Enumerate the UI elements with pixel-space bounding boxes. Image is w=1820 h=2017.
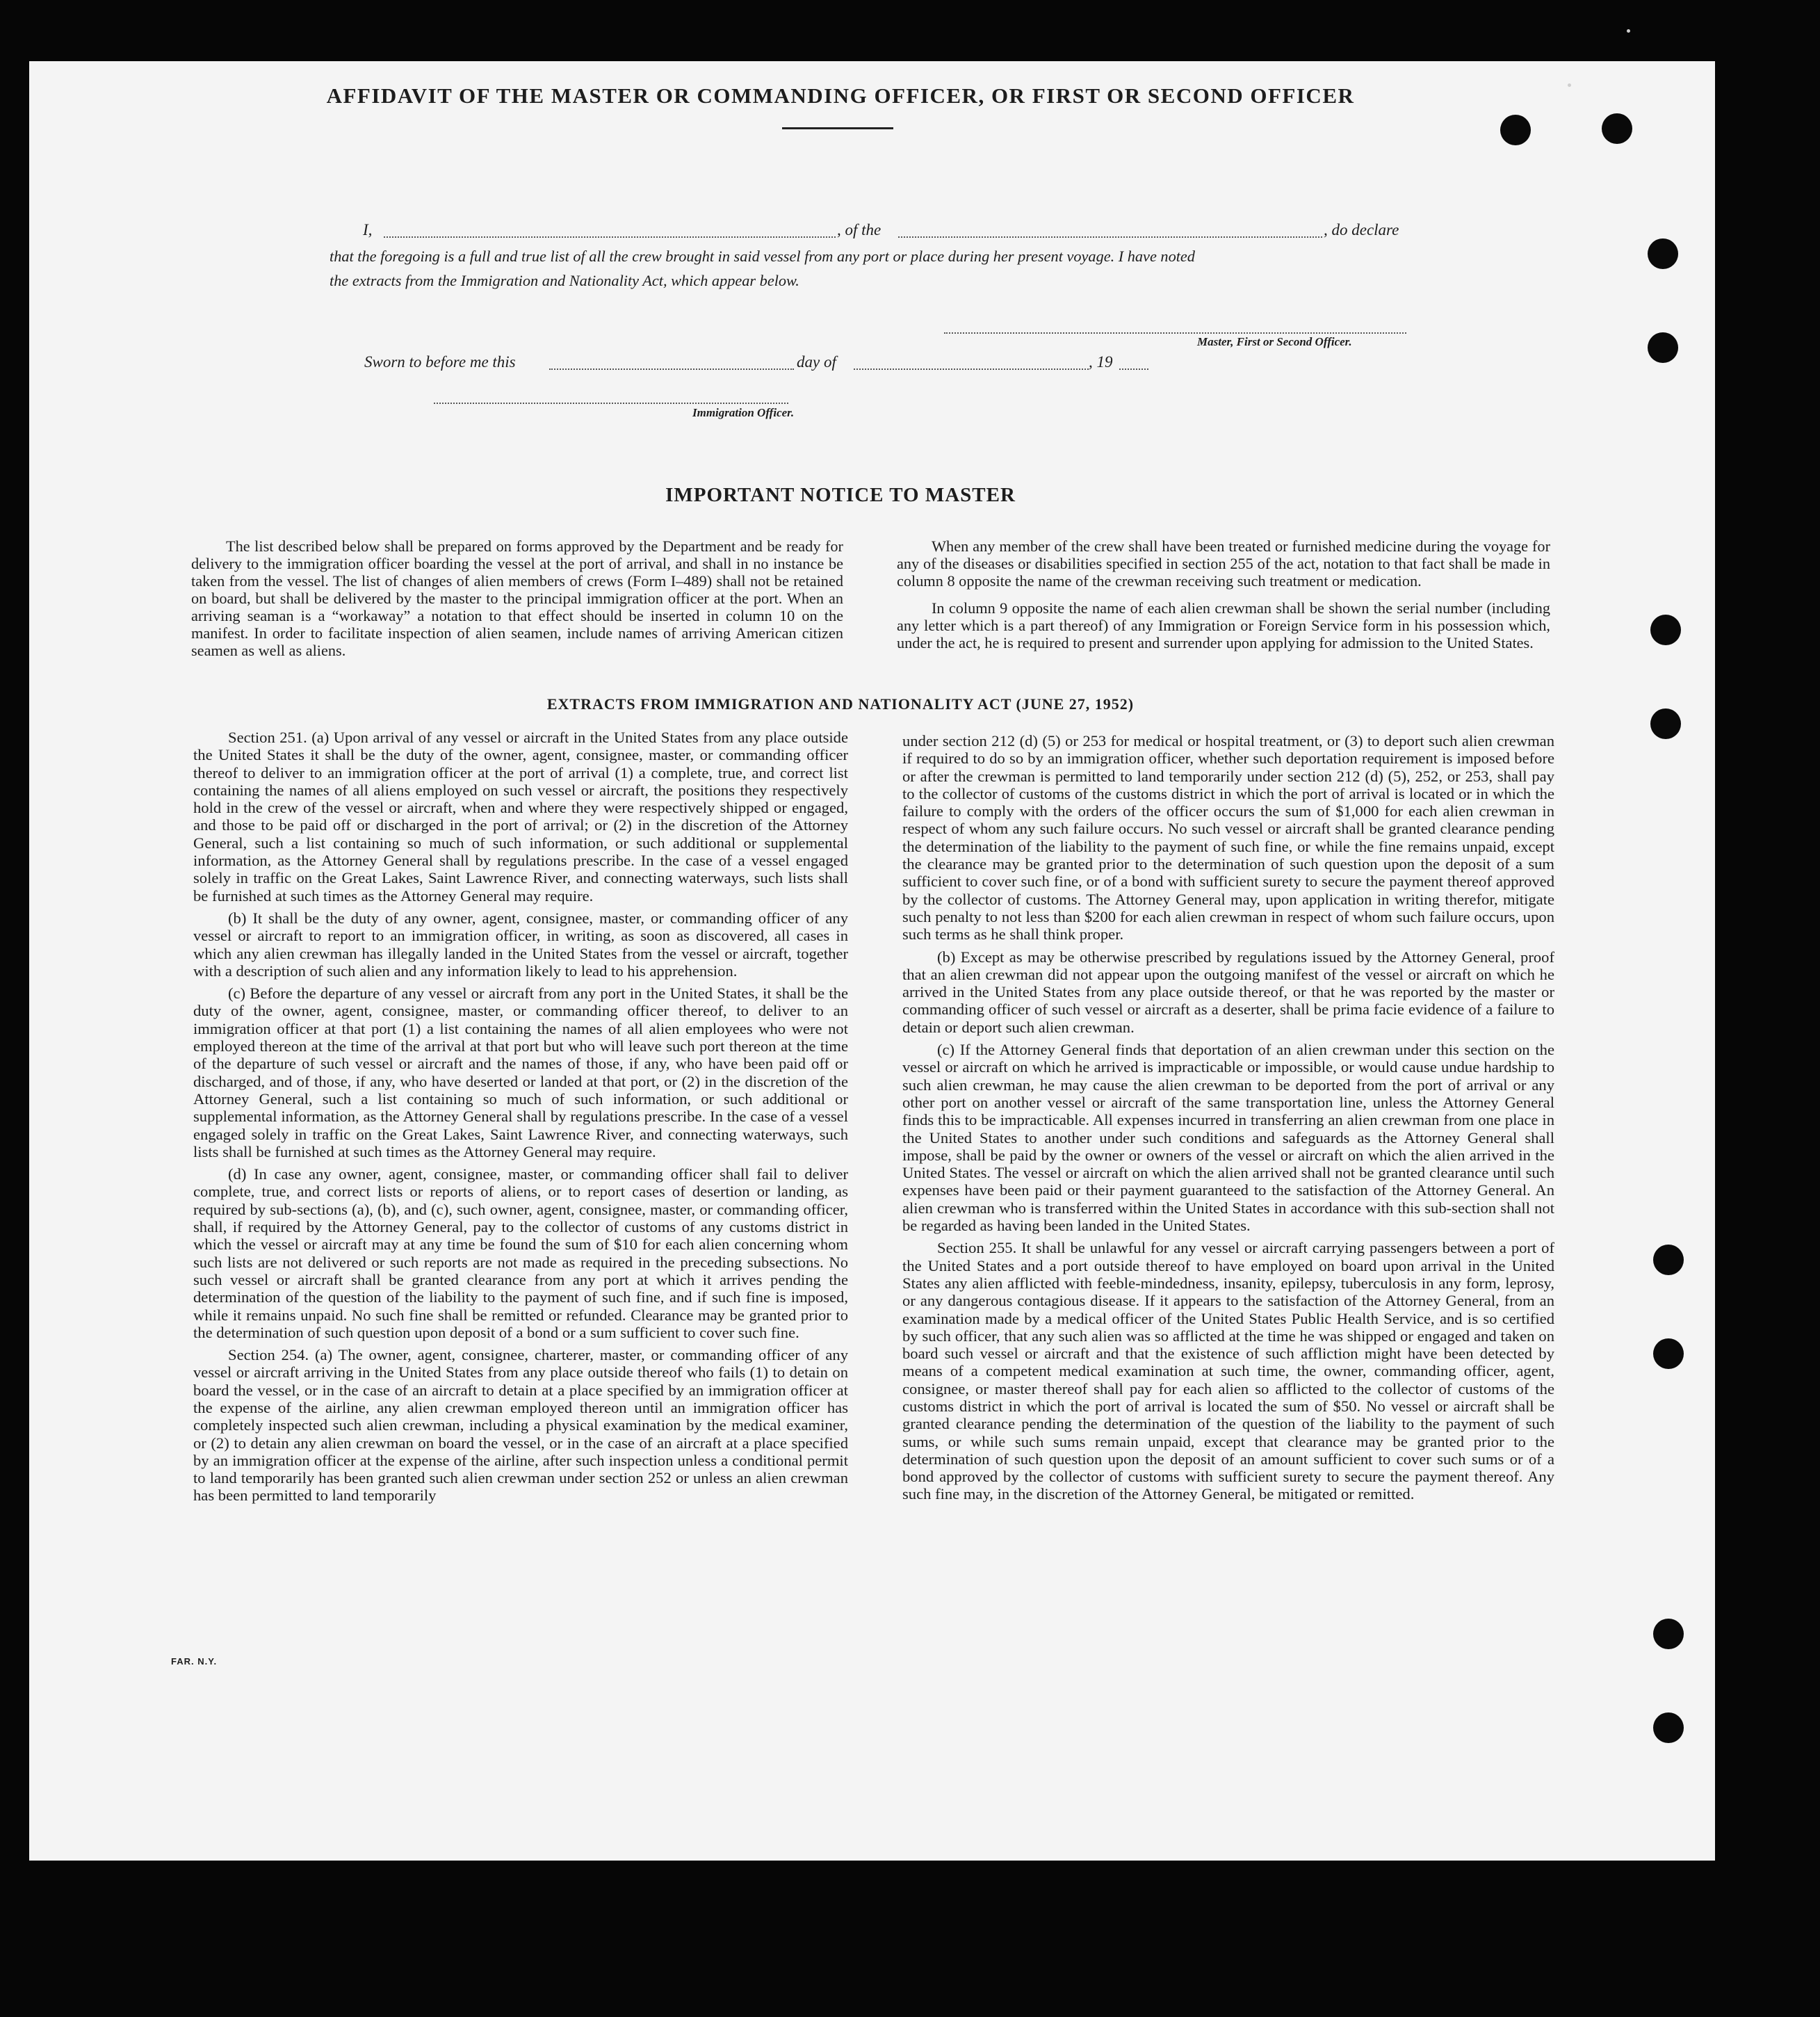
year-label: , 19 <box>1089 353 1113 371</box>
extract-paragraph: Section 254. (a) The owner, agent, consignee, charterer, master, or commanding officer of any vessel or aircraft arriving in the United States from any place outside thereof who fails (1) to detain on board the vessel, or in the case of an aircraft to detain at a place specified by an immigration officer at the expense of the airline, any alien crewman employed thereon until an immigration officer has completely inspected such alien crewman, including a physical examination by the medical examiner, or (2) to detain any alien crewman on board the vessel, or in the case of an aircraft at a place specified by an immigration officer at the expense of the airline, after such inspection unless a conditional permit to land temporarily has been granted such alien crewman under section 252 or unless an alien crewman has been permitted to land temporarily <box>193 1346 848 1505</box>
extract-paragraph: Section 251. (a) Upon arrival of any vessel or aircraft in the United States from any place outside the United States it shall be the duty of the owner, agent, consignee, master, or commanding officer thereof to deliver to an immigration officer at the port of arrival (1) a complete, true, and correct list containing the names of all aliens employed on such vessel or aircraft, the positions they respectively hold in the crew of the vessel or aircraft, when and where they were respectively shipped or engaged, and those to be paid off or discharged in the port of arrival; or (2) in the discretion of the Attorney General, such a list containing so much of such information, or such additional or supplemental information, as the Attorney General shall by regulations prescribe. In the case of a vessel engaged solely in traffic on the Great Lakes, Saint Lawrence River, and connecting waterways, such lists shall be furnished at such times as the Attorney General may require. <box>193 729 848 905</box>
binder-hole-4 <box>1648 332 1678 363</box>
binder-hole-10 <box>1653 1712 1684 1743</box>
speck <box>1627 29 1630 33</box>
extract-paragraph: Section 255. It shall be unlawful for any vessel or aircraft carrying passengers between a port of the United States and a port outside thereof to have employed on board upon arrival in the United States any alien afflicted with feeble-mindedness, insanity, epilepsy, tuberculosis in any form, leprosy, or any dangerous contagious disease. If it appears to the satisfaction of the Attorney General, from an examination made by a medical officer of the United States Public Health Service, and is so certified by such officer, that any such alien was so afflicted at the time he was shipped or engaged and taken on board such vessel or aircraft and that the existence of such affliction might have been detected by means of a competent medical examination at such time, the owner, commanding officer, agent, consignee, or master thereof shall pay for each alien so afflicted to the collector of customs of the customs district in which the port of arrival is located the sum of $50. No vessel or aircraft shall be granted clearance pending the determination of the question of the liability to the payment of such sums, or while such sums remain unpaid, except that clearance may be granted prior to the determination of such question upon the deposit of an amount sufficient to cover such sums or of a bond approved by the collector of customs with sufficient surety to secure the payment thereof. Any such fine may, in the discretion of the Attorney General, be mitigated or remitted. <box>902 1239 1554 1503</box>
notice-title: IMPORTANT NOTICE TO MASTER <box>665 484 1016 506</box>
master-signature-label: Master, First or Second Officer. <box>1197 335 1352 348</box>
immigration-officer-line[interactable] <box>434 403 788 404</box>
notice-paragraph: The list described below shall be prepared on forms approved by the Department and be ready for delivery to the immigration officer boarding the vessel at the port of arrival, and shall in no instance be taken from the vessel. The list of changes of alien members of crews (Form I–489) shall not be retained on board, but shall be delivered by the master to the principal immigration officer at the port. When an arriving seaman is a “workaway” a notation to that effect should be inserted in column 10 on the manifest. In order to facilitate inspection of alien seamen, include names of arriving American citizen seamen as well as aliens. <box>191 537 843 659</box>
affidavit-do-declare: , do declare <box>1324 221 1399 238</box>
binder-hole-8 <box>1653 1338 1684 1369</box>
name-field[interactable] <box>384 236 836 238</box>
binder-hole-1 <box>1500 115 1531 145</box>
sworn-day-field[interactable] <box>549 368 794 370</box>
year-field[interactable] <box>1119 368 1148 370</box>
affidavit-of-the: , of the <box>837 221 881 238</box>
extracts-left-column <box>193 729 848 1509</box>
binder-hole-9 <box>1653 1619 1684 1649</box>
binder-hole-7 <box>1653 1245 1684 1275</box>
declaration-line-1: that the foregoing is a full and true list of all the crew brought in said vessel from any port or place during her present voyage. I have noted <box>330 248 1195 265</box>
extracts-title: EXTRACTS FROM IMMIGRATION AND NATIONALITY ACT (JUNE 27, 1952) <box>546 695 1135 713</box>
declaration-line-2: the extracts from the Immigration and Nationality Act, which appear below. <box>330 272 799 289</box>
extract-paragraph: (b) Except as may be otherwise prescribed by regulations issued by the Attorney General, proof that an alien crewman did not appear upon the outgoing manifest of the vessel or aircraft on which he arrived in the United States from any place outside thereof, or that he was reported by the master or commanding officer of such vessel or aircraft as a deserter, shall be prima facie evidence of a failure to detain or deport such alien crewman. <box>902 948 1554 1036</box>
extract-paragraph: (c) Before the departure of any vessel or aircraft from any port in the United States, it shall be the duty of the owner, agent, consignee, master, or commanding officer thereof, to deliver to an immigration officer at that port (1) a list containing the names of all alien employees who were not employed thereon at the time of the arrival at that port but who will leave such port thereon at the time of the departure of such vessel or aircraft and the names of those, if any, who have been paid off or discharged, and of those, if any, who have deserted or landed at that port, or (2) in the discretion of the Attorney General, such a list containing so much of such information, or such additional or supplemental information, as the Attorney General shall by regulations prescribe. In the case of a vessel engaged solely in traffic on the Great Lakes, Saint Lawrence River, and connecting waterways, such lists shall be furnished at such times as the Attorney General may require. <box>193 985 848 1160</box>
vessel-field[interactable] <box>898 236 1322 238</box>
extract-paragraph: under section 212 (d) (5) or 253 for medical or hospital treatment, or (3) to deport such alien crewman if required to do so by an immigration officer, whether such deportation requirement is imposed before or after the crewman is permitted to land temporarily under section 212 (d) (5), 252, or 253, shall pay to the collector of customs of the customs district in which the port of arrival is located or in which the failure to comply with the orders of the officer occurs the sum of $1,000 for each alien crewman in respect of whom any such failure occurs. No such vessel or aircraft shall be granted clearance pending the determination of the liability to the payment of such fine, or while the fine remains unpaid, except the clearance may be granted prior to the determination of such question upon the deposit of a sum sufficient to cover such fine, or of a bond with sufficient surety to secure the payment thereof approved by the collector of customs. The Attorney General may, upon application in writing therefor, mitigate such penalty to not less than $200 for each alien crewman in respect of whom such failure occurs, upon such terms as he shall think proper. <box>902 732 1554 943</box>
sworn-month-field[interactable] <box>854 368 1089 370</box>
extracts-right-column <box>902 732 1554 1508</box>
title-rule <box>782 127 893 129</box>
sworn-label: Sworn to before me this <box>364 353 516 371</box>
affidavit-i: I, <box>363 221 373 238</box>
extract-paragraph: (d) In case any owner, agent, consignee, master, or commanding officer shall fail to deliver complete, true, and correct lists or reports of aliens, or to report cases of desertion or landing, as required by sub-sections (a), (b), and (c), such owner, agent, consignee, master, or commanding officer, shall, if required by the Attorney General, pay to the collector of customs of any customs district in which the vessel or aircraft may at any time be found the sum of $10 for each alien concerning whom such lists are not delivered or such reports are not made as required in the preceding subsections. No such vessel or aircraft shall be granted clearance from any port at which it arrives pending the determination of the question of the liability to the payment of such fine, and if such fine is imposed, while it remains unpaid. No such fine shall be remitted or refunded. Clearance may be granted prior to the determination of such question upon deposit of a bond or a sum sufficient to cover such fine. <box>193 1165 848 1341</box>
binder-hole-3 <box>1648 238 1678 269</box>
master-signature-line[interactable] <box>944 332 1406 334</box>
affidavit-title: AFFIDAVIT OF THE MASTER OR COMMANDING OFFICER, OR FIRST OR SECOND OFFICER <box>326 83 1355 108</box>
printer-mark: FAR. N.Y. <box>171 1656 218 1667</box>
notice-right-column <box>897 537 1550 656</box>
extract-paragraph: (b) It shall be the duty of any owner, agent, consignee, master, or commanding officer of any vessel or aircraft to report to an immigration officer, in writing, as soon as discovered, all cases in which any alien crewman has illegally landed in the United States from the vessel or aircraft, together with a description of such alien and any information likely to lead to his apprehension. <box>193 909 848 980</box>
immigration-officer-label: Immigration Officer. <box>692 406 795 419</box>
extract-paragraph: (c) If the Attorney General finds that deportation of an alien crewman under this section on the vessel or aircraft on which he arrived is impracticable or impossible, or would cause undue hardship to such alien crewman, he may cause the alien crewman to be deported from the port of arrival or any other port on another vessel or aircraft of the same transportation line, unless the Attorney General finds this to be impracticable. All expenses incurred in transferring an alien crewman from one place in the United States to another under such conditions and safeguards as the Attorney General shall impose, shall be paid by the owner or owners of the vessel or aircraft on which the alien arrived in the United States. The vessel or aircraft on which the alien arrived shall not be granted clearance until such expenses have been paid or their payment guaranteed to the satisfaction of the Attorney General. An alien crewman who is transferred within the United States in accordance with this sub-section shall not be regarded as having been landed in the United States. <box>902 1041 1554 1235</box>
binder-hole-5 <box>1650 615 1681 645</box>
notice-left-column <box>191 537 843 664</box>
notice-paragraph: When any member of the crew shall have been treated or furnished medicine during the voyage for any of the diseases or disabilities specified in section 255 of the act, notation to that fact shall be made in column 8 opposite the name of the crewman receiving such treatment or medication. <box>897 537 1550 590</box>
day-of-label: day of <box>797 353 836 371</box>
binder-hole-2 <box>1602 113 1632 144</box>
notice-paragraph: In column 9 opposite the name of each alien crewman shall be shown the serial number (including any letter which is a part thereof) of any Immigration or Foreign Service form in his possession which, under the act, he is required to present and surrender upon applying for admission to the United States. <box>897 599 1550 651</box>
